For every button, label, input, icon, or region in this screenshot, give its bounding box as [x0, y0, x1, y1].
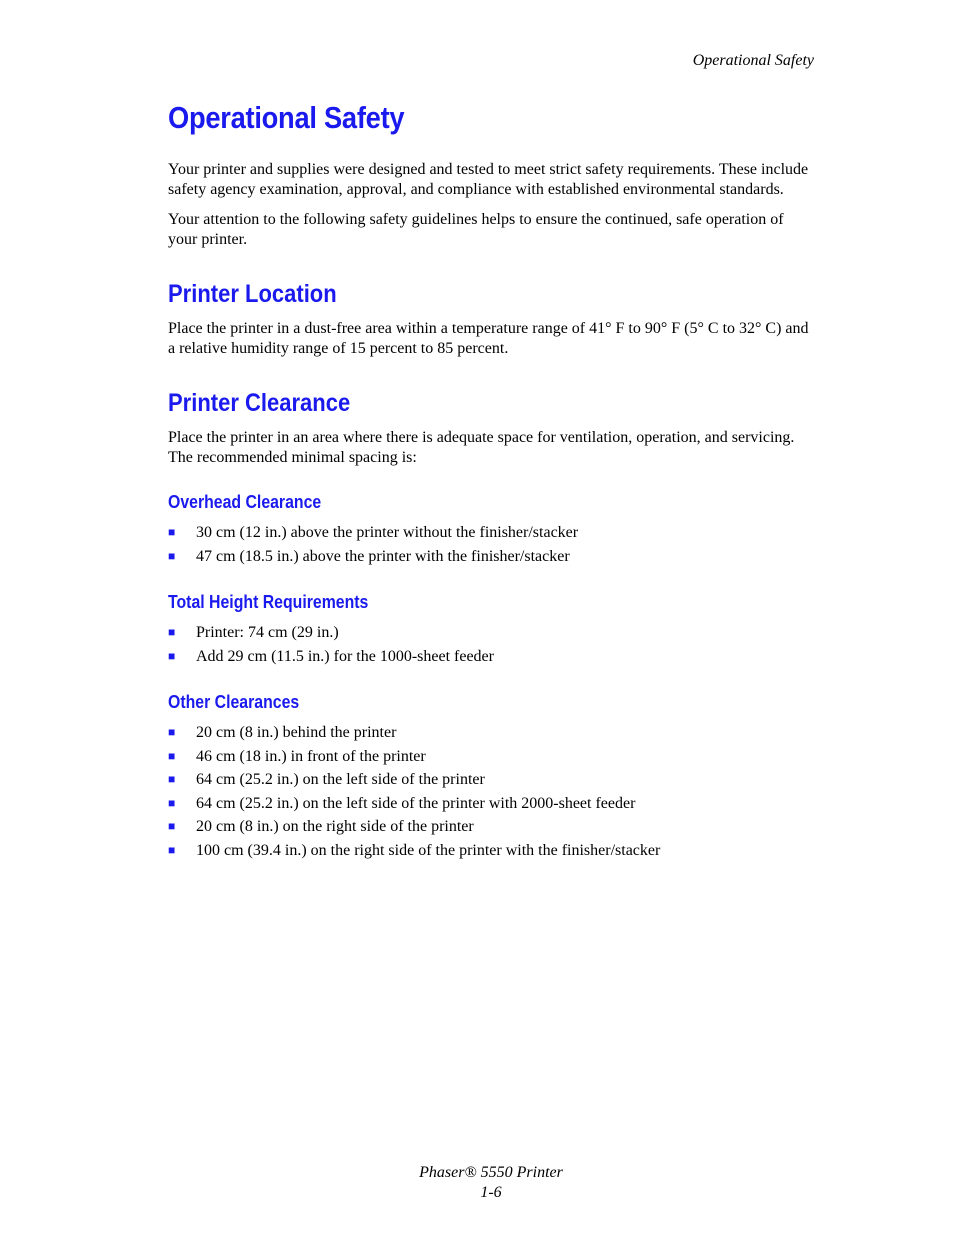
page-title: Operational Safety — [168, 100, 405, 135]
printer-location-heading: Printer Location — [168, 280, 337, 308]
bullet-icon: ■ — [168, 842, 176, 857]
bullet-icon: ■ — [168, 548, 176, 563]
page-footer — [0, 1163, 954, 1203]
list-item-text: 47 cm (18.5 in.) above the printer with the finisher/stacker — [196, 547, 570, 565]
list-item-text: 20 cm (8 in.) on the right side of the printer — [196, 818, 474, 835]
list-item — [168, 621, 814, 645]
list-item — [168, 521, 814, 545]
list-item-text: Printer: 74 cm (29 in.) — [196, 624, 339, 641]
list-item — [168, 745, 814, 769]
bullet-icon: ■ — [168, 772, 176, 786]
other-clearances-heading: Other Clearances — [168, 692, 300, 712]
list-item — [168, 545, 814, 569]
running-header: Operational Safety — [692, 52, 814, 69]
other-clearances-list — [168, 721, 814, 862]
printer-clearance-text: Place the printer in an area where there is adequate space for ventilation, operation, and servicing. The recommended minimal spacing is: — [168, 429, 795, 466]
overhead-clearance-heading: Overhead Clearance — [168, 492, 322, 512]
bullet-icon: ■ — [168, 525, 176, 539]
bullet-icon: ■ — [168, 795, 176, 810]
list-item-text: 64 cm (25.2 in.) on the left side of the printer with 2000-sheet feeder — [196, 794, 636, 812]
list-item — [168, 768, 814, 792]
intro-paragraph-1: Your printer and supplies were designed and tested to meet strict safety requirements. These include safety agency examination, approval, and compliance with established environmental standards. — [168, 161, 809, 198]
list-item — [168, 645, 814, 669]
list-item — [168, 792, 814, 816]
list-item-text: 46 cm (18 in.) in front of the printer — [196, 747, 426, 765]
intro-paragraph-2: Your attention to the following safety guidelines helps to ensure the continued, safe operation of your printer. — [168, 211, 784, 248]
list-item — [168, 839, 814, 863]
overhead-clearance-list — [168, 521, 814, 568]
list-item-text: 64 cm (25.2 in.) on the left side of the printer — [196, 771, 485, 788]
bullet-icon: ■ — [168, 748, 176, 763]
list-item-text: 30 cm (12 in.) above the printer without the finisher/stacker — [196, 524, 579, 541]
list-item — [168, 721, 814, 745]
footer-product-name: Phaser® 5550 Printer — [419, 1164, 563, 1181]
printer-clearance-heading: Printer Clearance — [168, 389, 351, 417]
total-height-list — [168, 621, 814, 668]
printer-location-text: Place the printer in a dust-free area within a temperature range of 41° F to 90° F (5° C to 32° C) and a relative humidity range of 15 percent to 85 percent. — [168, 320, 809, 357]
page-content — [168, 100, 814, 862]
bullet-icon: ■ — [168, 625, 176, 639]
bullet-icon: ■ — [168, 648, 176, 663]
list-item-text: Add 29 cm (11.5 in.) for the 1000-sheet feeder — [196, 647, 494, 665]
total-height-heading: Total Height Requirements — [168, 592, 369, 612]
list-item-text: 20 cm (8 in.) behind the printer — [196, 724, 397, 741]
list-item-text: 100 cm (39.4 in.) on the right side of the printer with the finisher/stacker — [196, 841, 661, 859]
bullet-icon: ■ — [168, 819, 176, 833]
bullet-icon: ■ — [168, 725, 176, 739]
list-item — [168, 815, 814, 839]
footer-page-number: 1-6 — [480, 1184, 502, 1201]
